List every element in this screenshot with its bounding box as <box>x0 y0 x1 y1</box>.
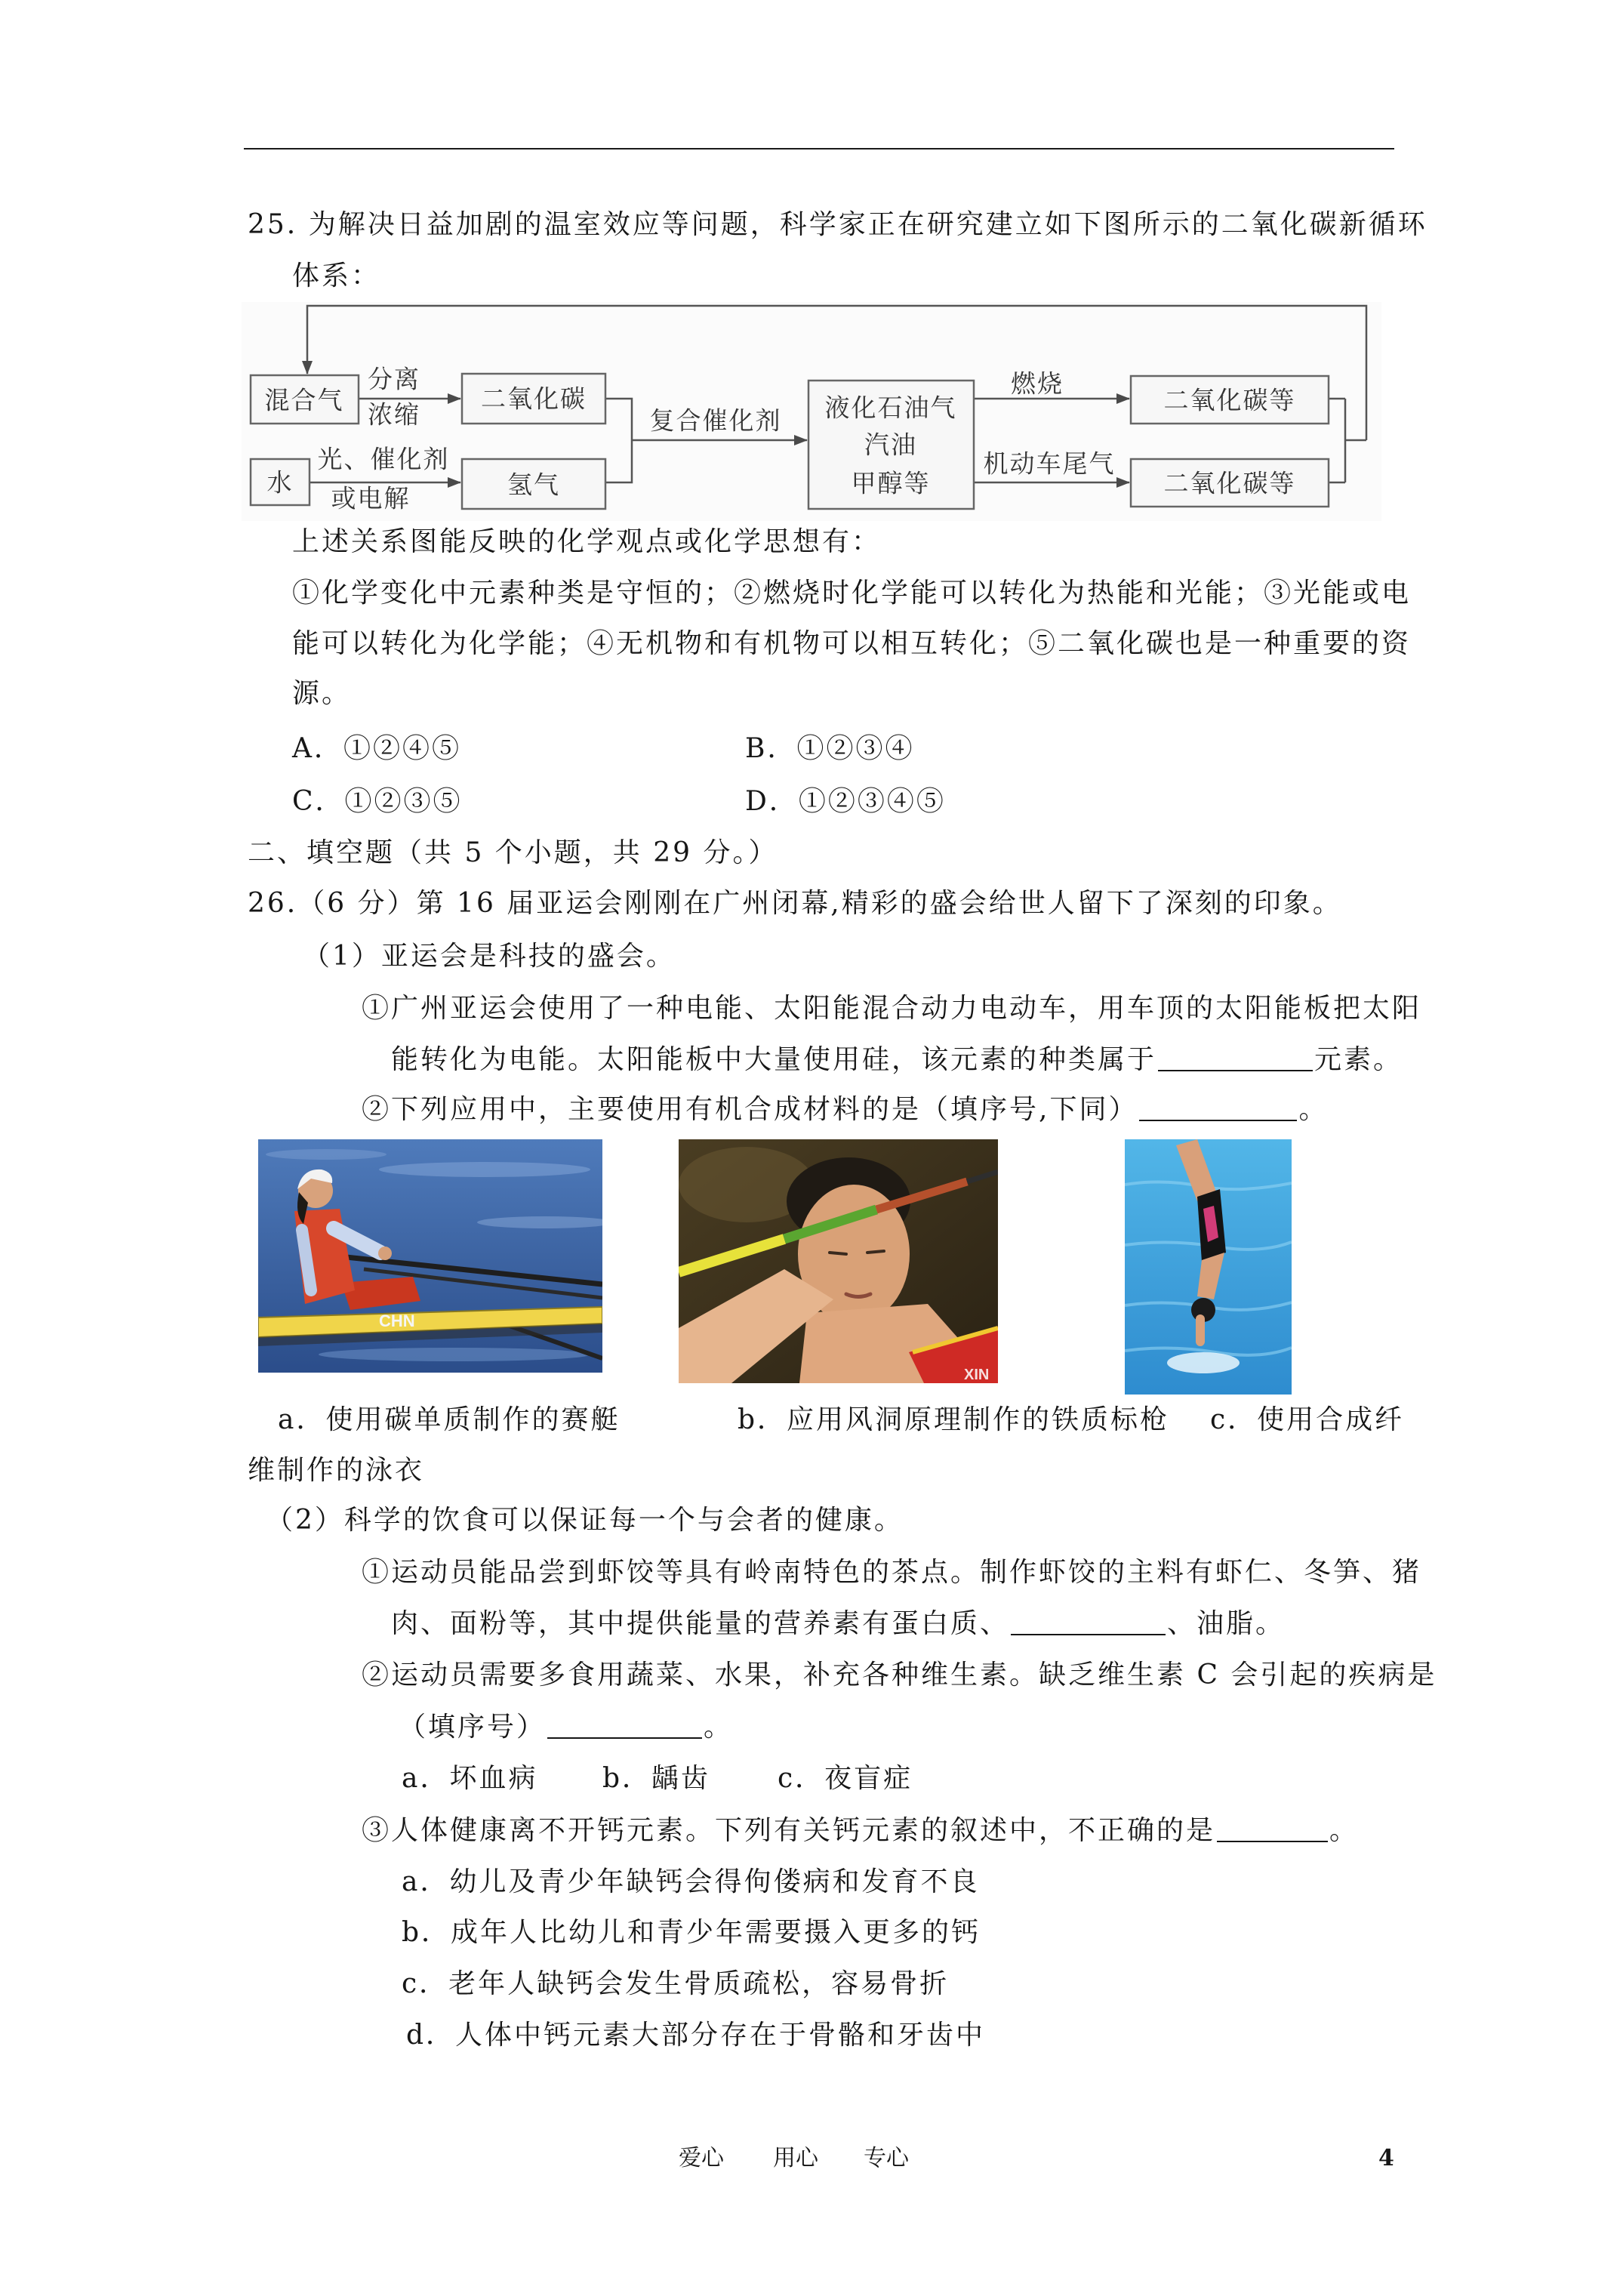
q26-part2-item3-choice-a: a．幼儿及青少年缺钙会得佝偻病和发育不良 <box>402 1866 980 1897</box>
q26-part2-item1-text-before: 肉、面粉等，其中提供能量的营养素有蛋白质、 <box>391 1608 1010 1639</box>
label-hydrogen: 氢气 <box>507 470 560 500</box>
edge-label-composite-catalyst: 复合催化剂 <box>649 405 782 436</box>
header-rule <box>244 148 1394 149</box>
label-co2-etc-bottom: 二氧化碳等 <box>1163 468 1296 498</box>
footer-motto-3: 专心 <box>864 2145 909 2171</box>
label-fuel-lpg: 液化石油气 <box>824 393 957 423</box>
q26-stem: 26.（6 分）第 16 届亚运会刚刚在广州闭幕,精彩的盛会给世人留下了深刻的印象。 <box>248 888 1342 919</box>
q26-part1-title: （1）亚运会是科技的盛会。 <box>303 941 676 972</box>
co2-cycle-diagram <box>242 302 1381 521</box>
edge-label-light-catalyst: 光、催化剂 <box>317 444 450 474</box>
section-heading: 二、填空题（共 5 个小题，共 29 分。） <box>248 837 778 868</box>
q26-part1-item1-text-after: 元素。 <box>1314 1044 1403 1075</box>
q25-statement-line2: 能可以转化为化学能；④无机物和有机物可以相互转化；⑤二氧化碳也是一种重要的资 <box>292 628 1412 659</box>
caption-c-line1: c．使用合成纤 <box>1210 1404 1405 1435</box>
q25-option-b: B．①②③④ <box>745 733 915 764</box>
photo-rowing-boat <box>258 1139 602 1373</box>
q26-part2-item3 <box>362 1816 1359 1845</box>
q25-option-d: D．①②③④⑤ <box>745 786 946 817</box>
photo-javelin-thrower <box>679 1139 998 1383</box>
label-water: 水 <box>266 467 294 498</box>
q25-stem-line1: 25. 为解决日益加剧的温室效应等问题，科学家正在研究建立如下图所示的二氧化碳新循环 <box>248 209 1427 240</box>
boat-lettering: CHN <box>379 1311 415 1330</box>
q26-part1-item2-text-after: 。 <box>1298 1094 1329 1125</box>
q25-statement-line1: ①化学变化中元素种类是守恒的；②燃烧时化学能可以转化为热能和光能；③光能或电 <box>292 578 1412 609</box>
q26-part1-item1-text-before: 能转化为电能。太阳能板中大量使用硅，该元素的种类属于 <box>391 1044 1157 1075</box>
answer-blank <box>1011 1611 1166 1635</box>
edge-label-separate: 分离 <box>368 364 420 394</box>
q26-part2-item3-text-before: ③人体健康离不开钙元素。下列有关钙元素的叙述中，不正确的是 <box>362 1815 1216 1846</box>
q26-part2-item3-choice-b: b．成年人比幼儿和青少年需要摄入更多的钙 <box>402 1917 981 1948</box>
label-mixed-gas: 混合气 <box>264 385 344 415</box>
label-carbon-dioxide: 二氧化碳 <box>481 384 587 414</box>
q26-part1-item2-text-before: ②下列应用中，主要使用有机合成材料的是（填序号,下同） <box>362 1094 1138 1125</box>
q26-part2-item1-text-after: 、油脂。 <box>1167 1608 1286 1639</box>
answer-blank <box>1217 1818 1328 1842</box>
q25-option-a: A．①②④⑤ <box>292 733 461 764</box>
q26-part2-item1-line2 <box>391 1609 1285 1638</box>
q26-part2-item2-choice-b: b．龋齿 <box>602 1763 711 1794</box>
caption-b: b．应用风洞原理制作的铁质标枪 <box>738 1404 1170 1435</box>
q26-part2-item3-text-after: 。 <box>1329 1815 1360 1846</box>
q25-stem-line2: 体系： <box>292 260 381 291</box>
q26-part1-item1-line1: ①广州亚运会使用了一种电能、太阳能混合动力电动车，用车顶的太阳能板把太阳 <box>362 993 1422 1024</box>
label-co2-etc-top: 二氧化碳等 <box>1163 385 1296 415</box>
q25-option-c: C．①②③⑤ <box>292 786 463 817</box>
q26-part2-item2-text-before: （填序号） <box>399 1712 547 1743</box>
footer-motto-1: 爱心 <box>679 2145 724 2171</box>
q26-part2-item2-choice-a: a．坏血病 <box>402 1763 538 1794</box>
footer-motto-2: 用心 <box>773 2145 818 2171</box>
label-fuel-methanol: 甲醇等 <box>851 468 931 498</box>
q26-part2-title: （2）科学的饮食可以保证每一个与会者的健康。 <box>266 1505 904 1536</box>
q26-part2-item2-choice-c: c．夜盲症 <box>778 1763 913 1794</box>
q26-part1-item1-line2 <box>391 1045 1403 1074</box>
label-fuel-gasoline: 汽油 <box>864 430 917 460</box>
q26-part2-item2-line2 <box>399 1712 733 1742</box>
q26-part2-item1-line1: ①运动员能品尝到虾饺等具有岭南特色的茶点。制作虾饺的主料有虾仁、冬笋、猪 <box>362 1557 1422 1588</box>
answer-blank <box>547 1715 702 1739</box>
edge-label-concentrate: 浓缩 <box>368 399 420 430</box>
q26-part1-item2 <box>362 1095 1328 1124</box>
photo-watermark: XIN <box>964 1367 990 1383</box>
edge-label-combustion: 燃烧 <box>1011 368 1064 399</box>
q26-part2-item3-choice-d: d．人体中钙元素大部分存在于骨骼和牙齿中 <box>406 2020 986 2051</box>
edge-label-or-electrolysis: 或电解 <box>331 483 411 513</box>
caption-c-line2: 维制作的泳衣 <box>248 1455 425 1486</box>
q26-part2-item2-text-after: 。 <box>704 1712 734 1743</box>
photo-diver <box>1125 1139 1292 1395</box>
q25-statement-line3: 源。 <box>292 678 352 709</box>
q26-part2-item3-choice-c: c．老年人缺钙会发生骨质疏松，容易骨折 <box>402 1968 950 1999</box>
edge-label-vehicle-exhaust: 机动车尾气 <box>983 448 1116 479</box>
page-number: 4 <box>1378 2145 1394 2171</box>
caption-a: a．使用碳单质制作的赛艇 <box>278 1404 621 1435</box>
q25-lead: 上述关系图能反映的化学观点或化学思想有： <box>292 526 882 557</box>
answer-blank <box>1158 1047 1313 1071</box>
q26-part2-item2-line1: ②运动员需要多食用蔬菜、水果，补充各种维生素。缺乏维生素 C 会引起的疾病是 <box>362 1660 1437 1690</box>
answer-blank <box>1139 1097 1297 1121</box>
